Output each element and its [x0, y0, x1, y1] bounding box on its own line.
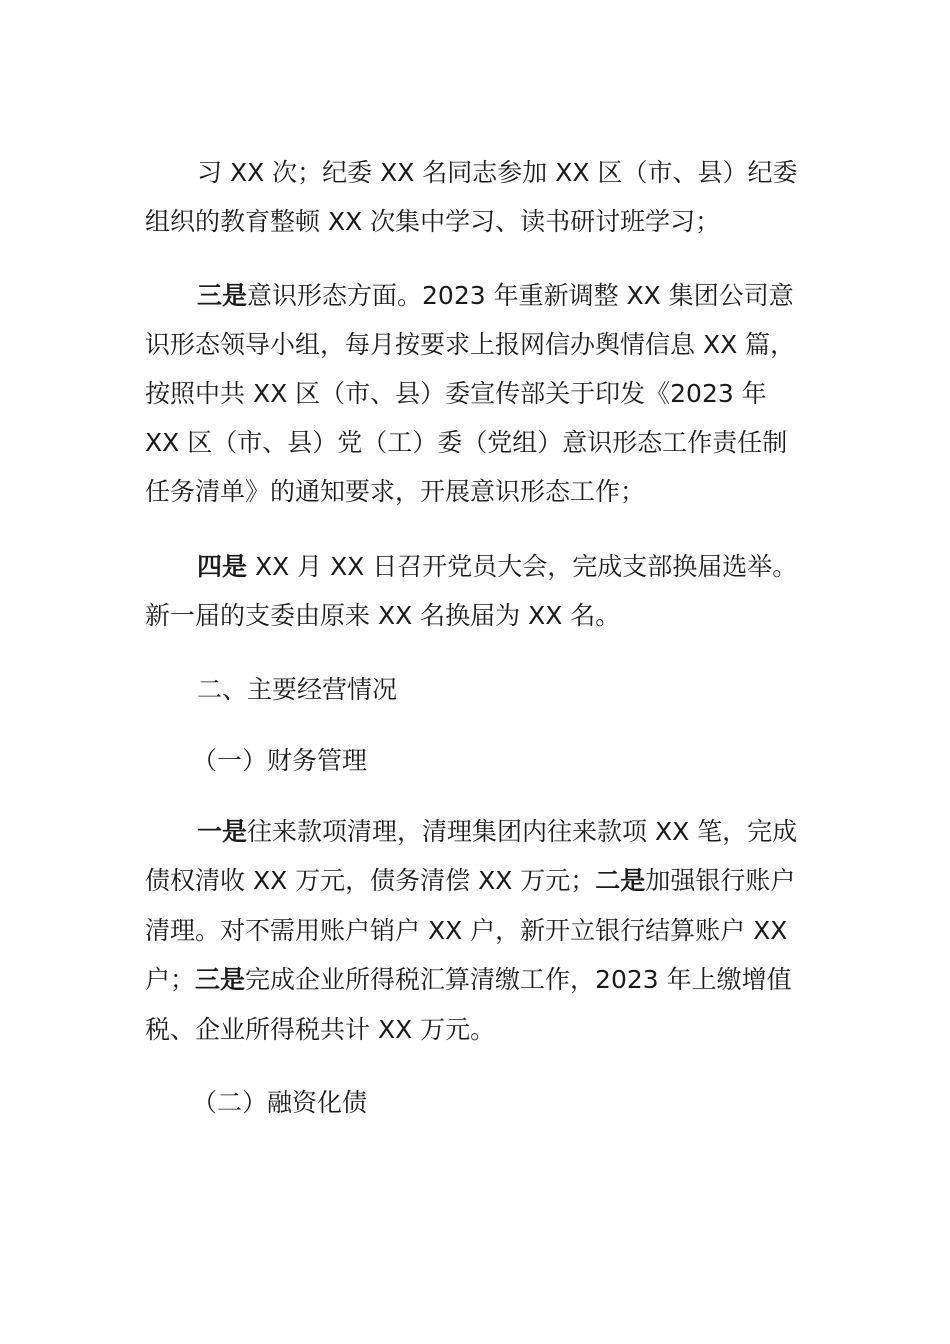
paragraph-lead: 四是 — [197, 552, 248, 581]
paragraph-line: 税、企业所得税共计 XX 万元。 — [145, 1015, 496, 1044]
paragraph-text: 意识形态方面。2023 年重新调整 XX 集团公司意 — [247, 281, 794, 310]
paragraph-text: 户； — [145, 965, 196, 994]
paragraph-line: XX 区（市、县）党（工）委（党组）意识形态工作责任制 — [145, 428, 788, 457]
paragraph-text: 债权清收 XX 万元，债务清偿 XX 万元； — [145, 866, 596, 895]
paragraph-line — [145, 956, 792, 1005]
paragraph-line — [197, 808, 797, 857]
paragraph-lead: 三是 — [195, 965, 246, 994]
paragraph-line: 清理。对不需用账户销户 XX 户，新开立银行结算账户 XX — [145, 916, 788, 945]
paragraph-line: 新一届的支委由原来 XX 名换届为 XX 名。 — [145, 601, 621, 630]
paragraph-line: 习 XX 次；纪委 XX 名同志参加 XX 区（市、县）纪委 — [197, 158, 798, 187]
section-heading: 二、主要经营情况 — [197, 675, 398, 704]
paragraph-text: 往来款项清理，清理集团内往来款项 XX 笔，完成 — [247, 817, 798, 846]
paragraph-line — [197, 543, 797, 592]
subsection-heading: （一）财务管理 — [192, 746, 368, 775]
paragraph-line: 组织的教育整顿 XX 次集中学习、读书研讨班学习； — [145, 207, 721, 236]
paragraph-line: 按照中共 XX 区（市、县）委宣传部关于印发《2023 年 — [145, 379, 767, 408]
paragraph-lead: 三是 — [197, 281, 248, 310]
paragraph-line — [197, 272, 794, 321]
paragraph-text: 加强银行账户 — [645, 866, 796, 895]
paragraph-lead: 二是 — [595, 866, 646, 895]
paragraph-line: 识形态领导小组，每月按要求上报网信办舆情信息 XX 篇， — [145, 330, 796, 359]
paragraph-line — [145, 857, 795, 906]
paragraph-text: XX 月 XX 日召开党员大会，完成支部换届选举。 — [247, 552, 798, 581]
paragraph-text: 完成企业所得税汇算清缴工作，2023 年上缴增值 — [245, 965, 792, 994]
paragraph-lead: 一是 — [197, 817, 248, 846]
paragraph-line: 任务清单》的通知要求，开展意识形态工作； — [145, 477, 646, 506]
subsection-heading: （二）融资化债 — [192, 1088, 368, 1117]
